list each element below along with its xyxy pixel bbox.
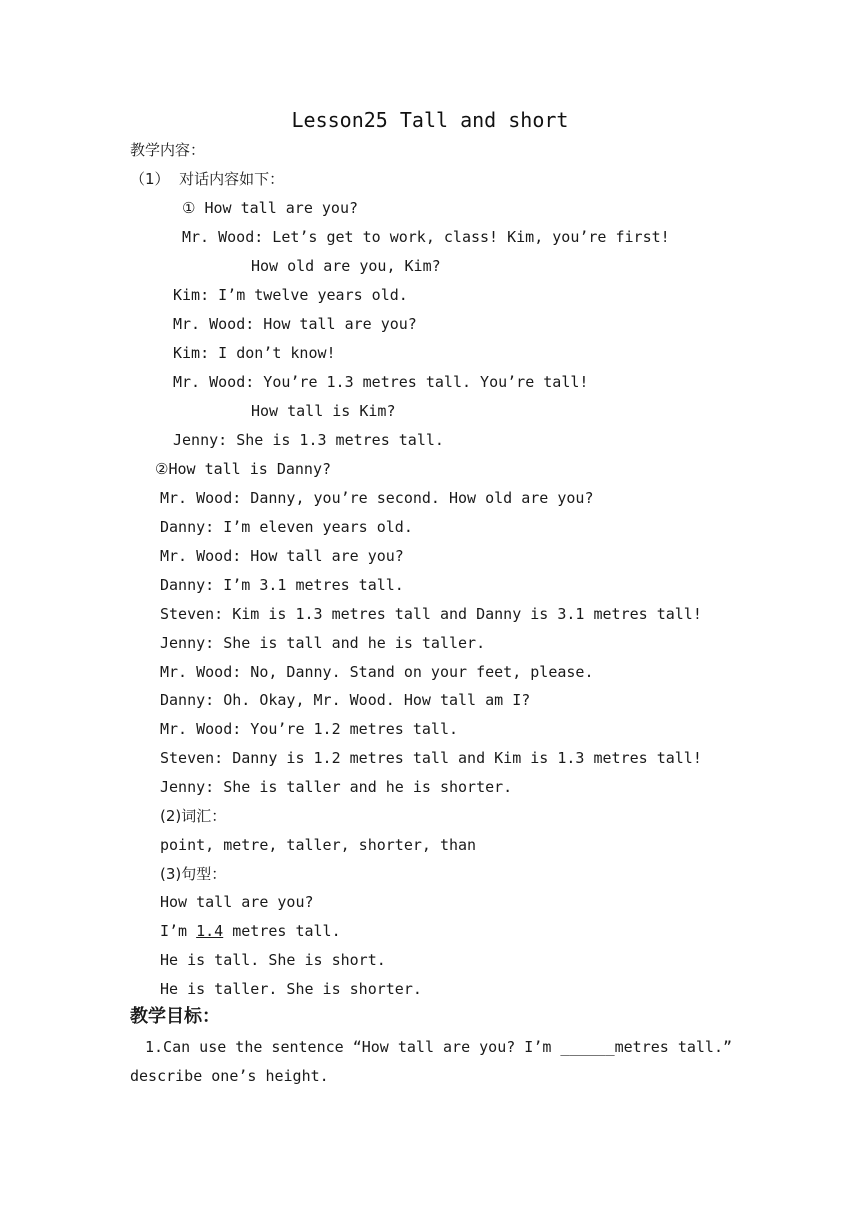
pattern-line-with-number [160,921,341,941]
section-heading-content: 教学内容： [130,141,206,159]
dialogue-line: Mr. Wood: No, Danny. Stand on your feet, please. [160,663,594,681]
pattern-line: He is taller. She is shorter. [160,980,422,998]
dialogue-line: Mr. Wood: Danny, you’re second. How old are you? [160,489,594,507]
dialogue-line: Kim: I’m twelve years old. [173,286,408,304]
dialogue-line: Danny: I’m eleven years old. [160,518,413,536]
pattern-text: metres tall. [223,922,341,940]
dialogue-line: Mr. Wood: How tall are you? [173,315,417,333]
dialogue-line: How tall is Kim? [251,402,396,420]
dialogue-line: Jenny: She is 1.3 metres tall. [173,431,444,449]
dialogue-line: How old are you, Kim? [251,257,441,275]
dialogue-line: Mr. Wood: You’re 1.2 metres tall. [160,720,459,738]
dialogue1-heading: ① How tall are you? [182,199,359,217]
part1-heading: （1） 对话内容如下： [130,170,285,188]
underlined-number: 1.4 [196,922,224,940]
goals-heading: 教学目标： [130,1006,220,1027]
dialogue-line: Steven: Danny is 1.2 metres tall and Kim is 1.3 metres tall! [160,749,702,767]
dialogue-line: Jenny: She is taller and he is shorter. [160,778,513,796]
dialogue2-heading: ②How tall is Danny? [155,460,332,478]
dialogue-line: Mr. Wood: Let’s get to work, class! Kim, you’re first! [182,228,670,246]
dialogue-line: Danny: I’m 3.1 metres tall. [160,576,404,594]
dialogue-line: Mr. Wood: How tall are you? [160,547,404,565]
patterns-heading: (3)句型： [160,865,227,883]
dialogue-line: Mr. Wood: You’re 1.3 metres tall. You’re tall! [173,373,589,391]
dialogue-line: Steven: Kim is 1.3 metres tall and Danny is 3.1 metres tall! [160,605,702,623]
dialogue-line: Kim: I don’t know! [173,344,336,362]
goal-item-continuation: describe one’s height. [130,1067,329,1085]
vocab-heading: (2)词汇： [160,807,227,825]
vocab-words: point, metre, taller, shorter, than [160,836,477,854]
pattern-line: He is tall. She is short. [160,951,386,969]
dialogue-line: Jenny: She is tall and he is taller. [160,634,486,652]
page-title: Lesson25 Tall and short [291,108,569,132]
pattern-text: I’m [160,922,197,940]
pattern-line: How tall are you? [160,893,314,911]
dialogue-line: Danny: Oh. Okay, Mr. Wood. How tall am I? [160,691,531,709]
goal-item: 1.Can use the sentence “How tall are you? I’m ______metres tall.” [145,1038,732,1056]
